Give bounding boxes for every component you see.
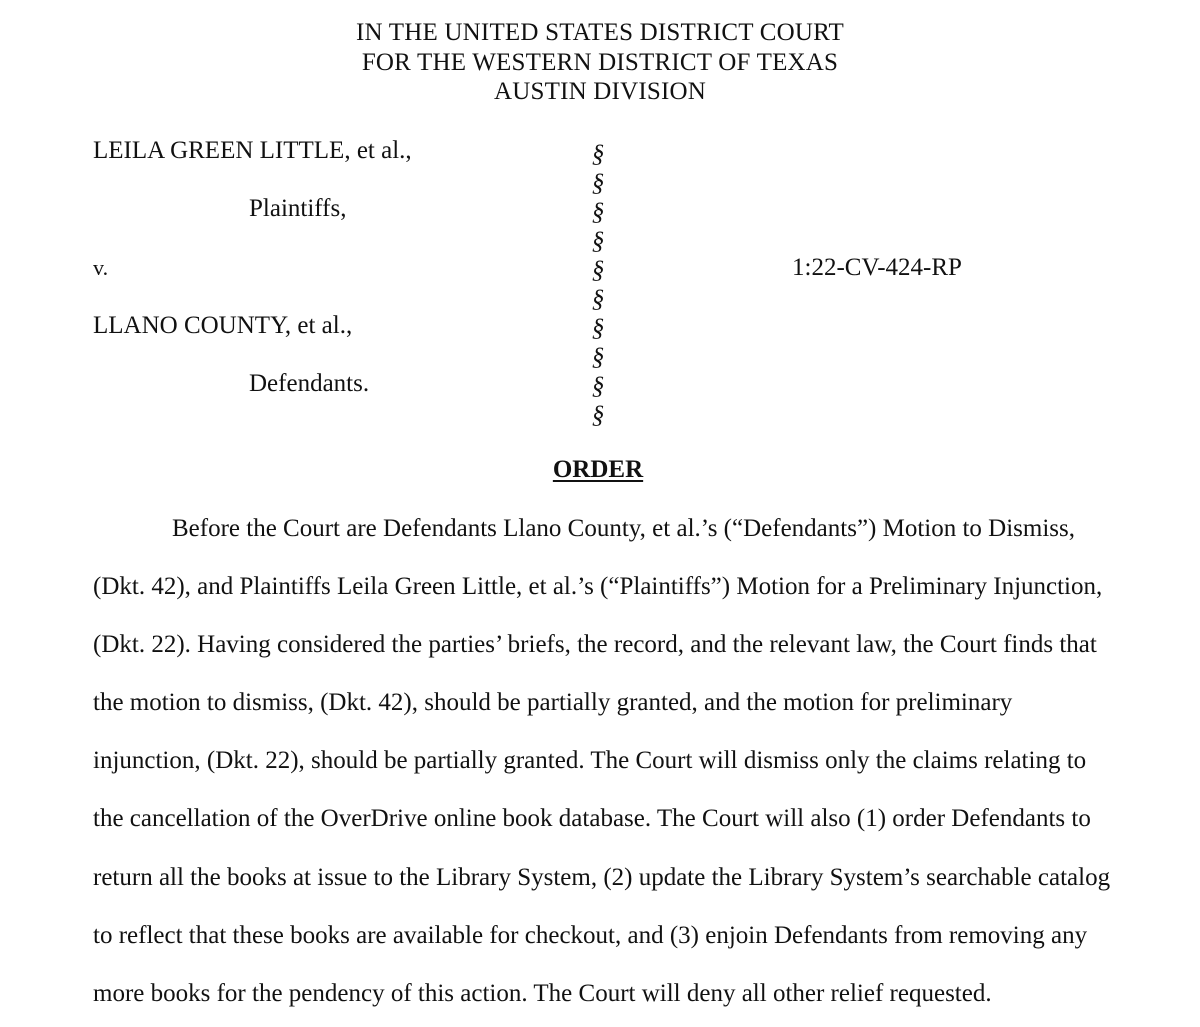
- district-name: FOR THE WESTERN DISTRICT OF TEXAS: [361, 48, 839, 76]
- defendant-name: LLANO COUNTY, et al.,: [93, 312, 353, 339]
- section-mark: §: [591, 315, 605, 342]
- section-mark: §: [591, 257, 605, 284]
- defendant-role: Defendants.: [249, 370, 370, 397]
- order-title: ORDER: [552, 456, 644, 483]
- section-mark-column: [583, 140, 613, 430]
- section-mark: §: [591, 373, 605, 400]
- paragraph-line: the cancellation of the OverDrive online book database. The Court will also (1) order Defendants to: [93, 805, 1091, 832]
- plaintiff-role: Plaintiffs,: [249, 195, 347, 222]
- paragraph-line: to reflect that these books are available for checkout, and (3) enjoin Defendants from removing any: [93, 922, 1088, 949]
- paragraph-line: the motion to dismiss, (Dkt. 42), should be partially granted, and the motion for preliminary: [93, 689, 1013, 716]
- plaintiff-name: LEILA GREEN LITTLE, et al.,: [93, 137, 412, 164]
- paragraph-line: Before the Court are Defendants Llano County, et al.’s (“Defendants”) Motion to Dismiss,: [172, 515, 1076, 542]
- section-mark: §: [591, 170, 605, 197]
- paragraph-line: (Dkt. 22). Having considered the parties’ briefs, the record, and the relevant law, the Court finds that: [93, 631, 1097, 658]
- section-mark: §: [591, 141, 605, 168]
- paragraph-line: (Dkt. 42), and Plaintiffs Leila Green Little, et al.’s (“Plaintiffs”) Motion for a Preliminary Injunction,: [93, 573, 1103, 600]
- paragraph-line: injunction, (Dkt. 22), should be partially granted. The Court will dismiss only the claims relating to: [93, 747, 1087, 774]
- court-name: IN THE UNITED STATES DISTRICT COURT: [356, 19, 844, 46]
- section-mark: §: [591, 199, 605, 226]
- paragraph-line: more books for the pendency of this action. The Court will deny all other relief requested.: [93, 980, 992, 1007]
- court-heading: [0, 18, 1200, 107]
- division-name: AUSTIN DIVISION: [493, 78, 706, 105]
- case-number: 1:22-CV-424-RP: [792, 254, 962, 281]
- versus-label: v.: [93, 255, 109, 280]
- paragraph-line: return all the books at issue to the Library System, (2) update the Library System’s searchable catalog: [93, 864, 1111, 891]
- section-mark: §: [591, 228, 605, 255]
- section-mark: §: [591, 344, 605, 371]
- section-mark: §: [591, 286, 605, 313]
- section-mark: §: [591, 402, 605, 429]
